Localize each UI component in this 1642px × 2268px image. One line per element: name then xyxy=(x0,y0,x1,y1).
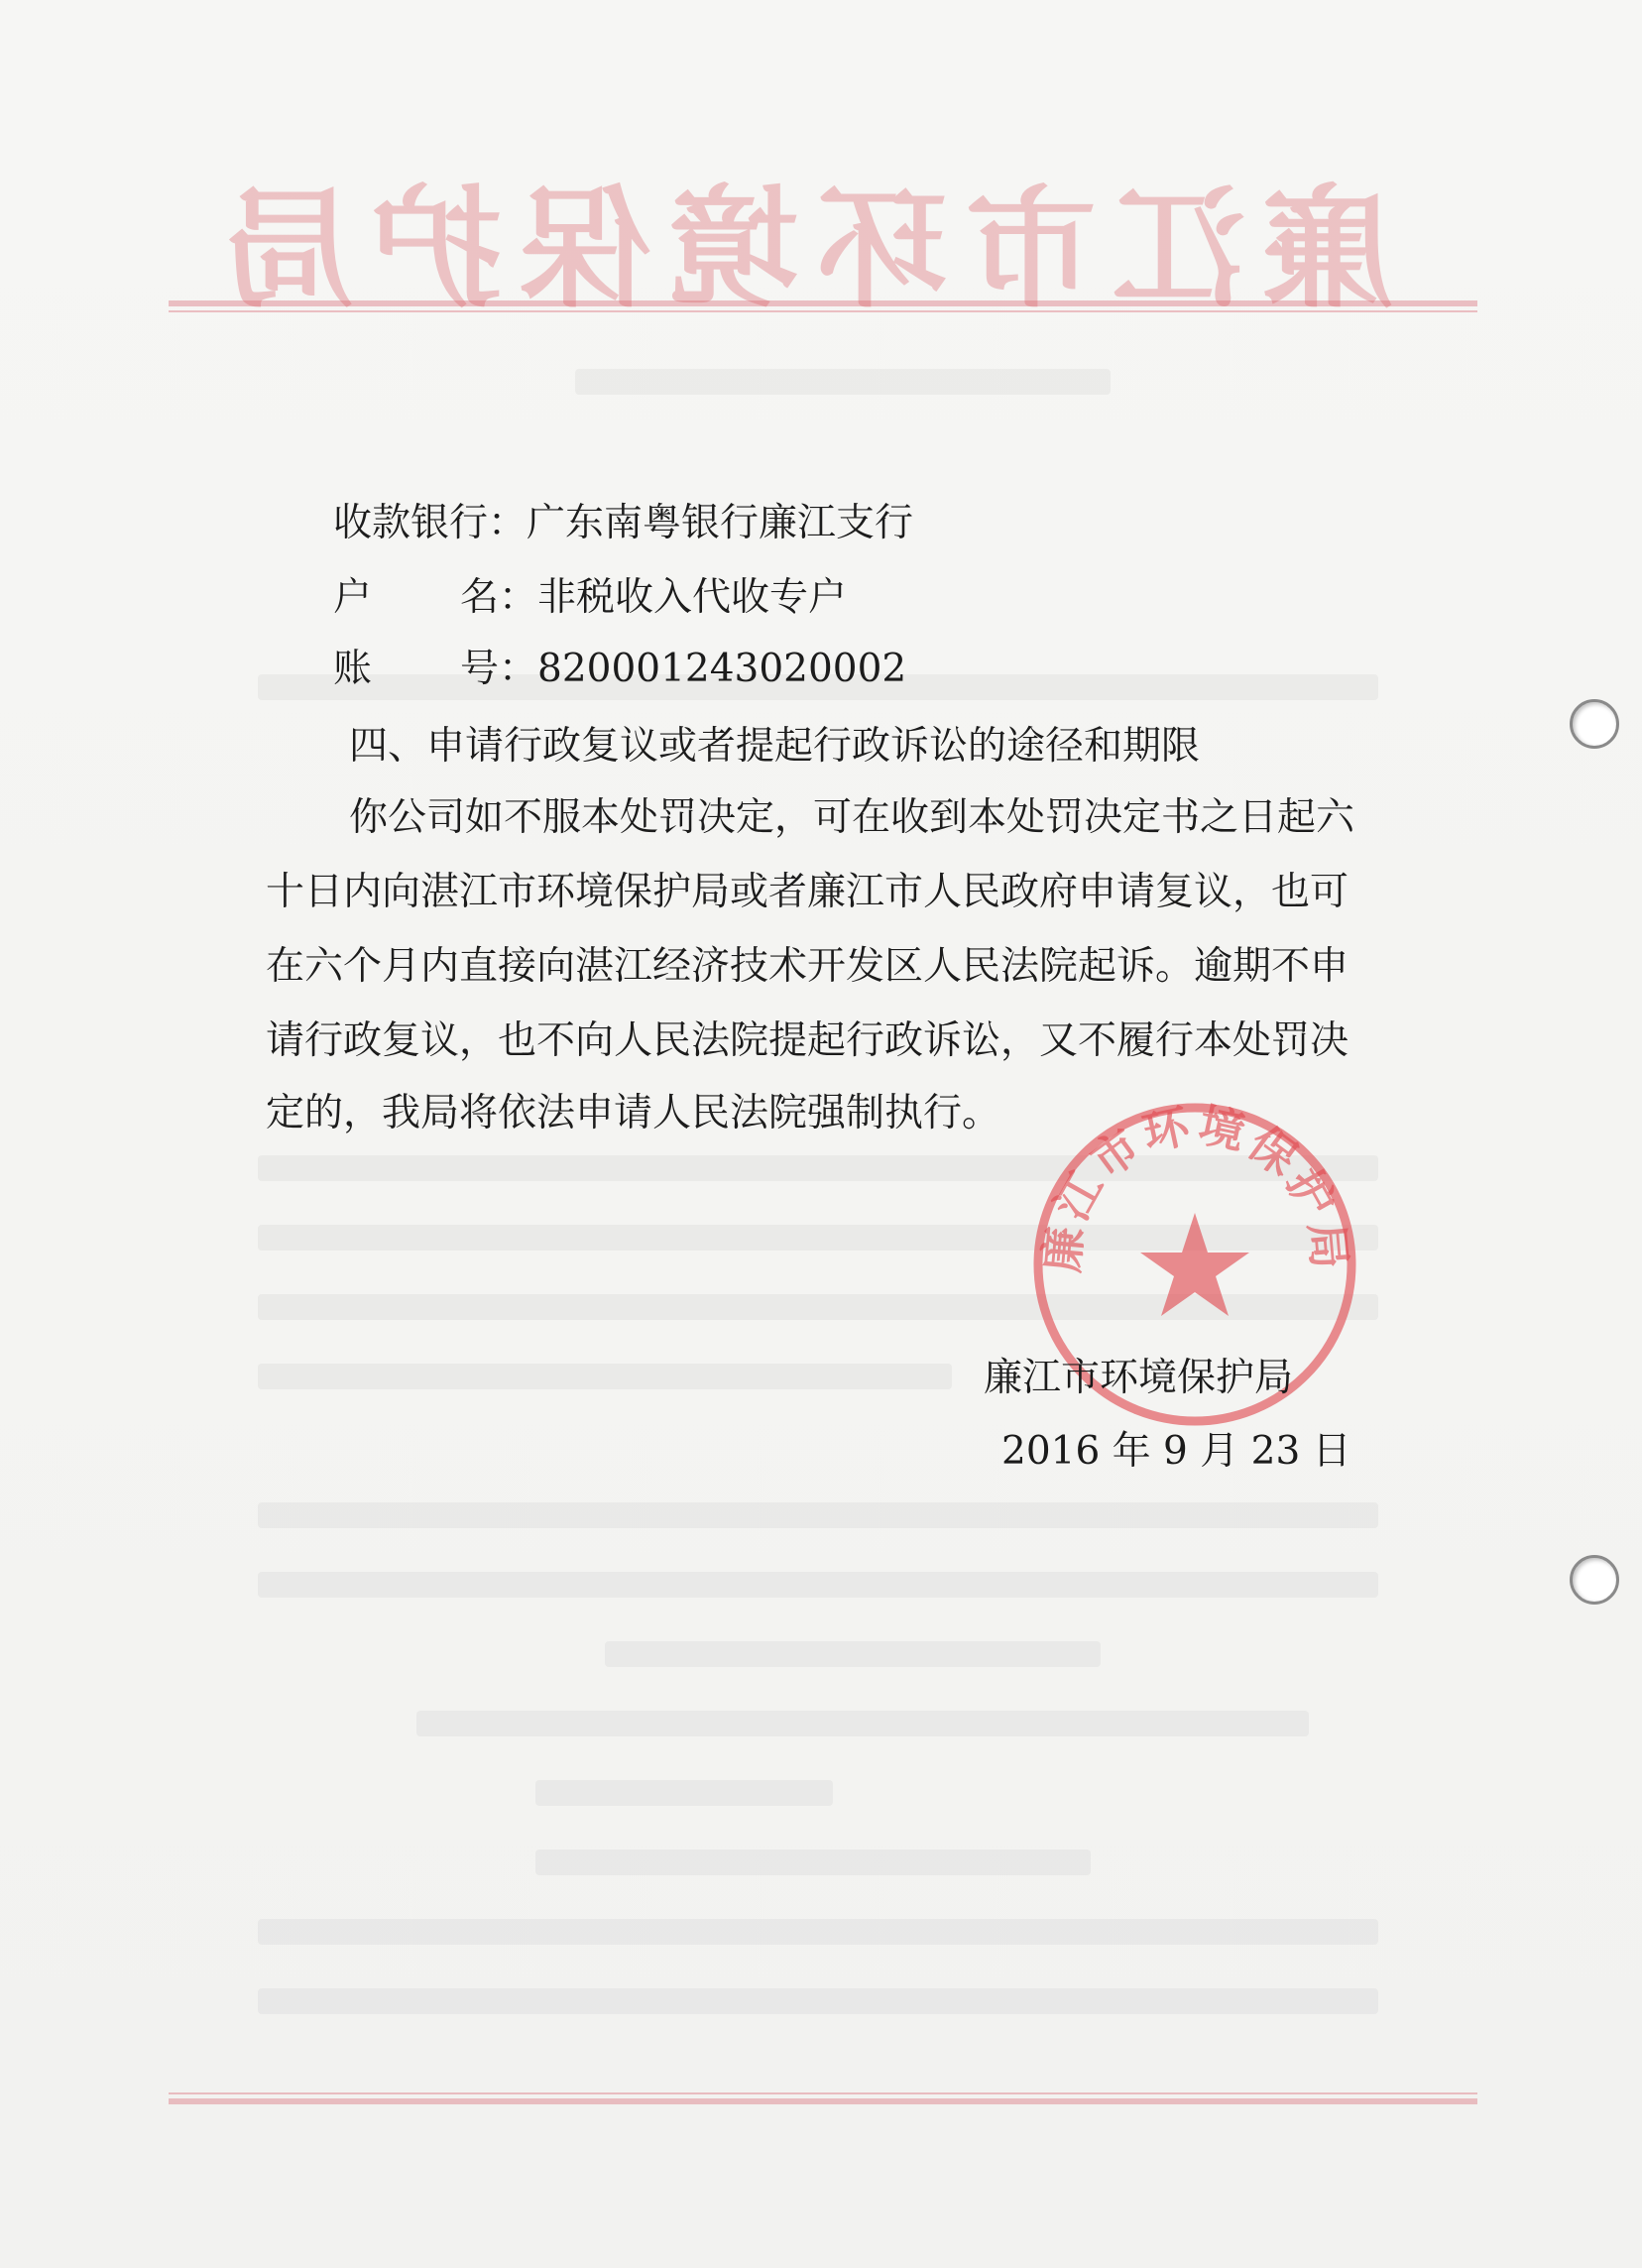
account-number-line xyxy=(333,647,907,691)
paragraph-line: 请行政复议，也不向人民法院提起行政诉讼，又不履行本处罚决 xyxy=(266,1018,1349,1063)
signature-organization: 廉江市环境保护局 xyxy=(984,1356,1294,1400)
bank-value: 广东南粤银行廉江支行 xyxy=(527,501,914,545)
letterhead-glyph: 护 xyxy=(371,173,503,326)
letterhead-red-rule-thin xyxy=(169,310,1477,312)
account-name-label-b: 名： xyxy=(460,575,538,620)
letterhead-red-rule xyxy=(169,300,1477,306)
letterhead-glyph: 市 xyxy=(965,173,1097,326)
account-name-value: 非税收入代收专户 xyxy=(537,575,848,620)
letterhead-glyph: 环 xyxy=(816,173,948,326)
account-number-label-a: 账 xyxy=(333,647,373,691)
signature-date: 2016 年 9 月 23 日 xyxy=(1001,1429,1351,1474)
punch-hole xyxy=(1570,699,1619,749)
letterhead-glyph: 境 xyxy=(668,173,800,326)
paragraph-line: 你公司如不服本处罚决定，可在收到本处罚决定书之日起六 xyxy=(349,795,1355,840)
letterhead-glyph: 局 xyxy=(223,173,355,326)
svg-text:廉江市环境保护局: 廉江市环境保护局 xyxy=(1034,1098,1357,1275)
account-number-value: 820001243020002 xyxy=(537,647,907,691)
letterhead-glyph: 江 xyxy=(1114,173,1245,326)
section-four-heading: 四、申请行政复议或者提起行政诉讼的途径和期限 xyxy=(349,724,1201,769)
letterhead-glyph: 保 xyxy=(520,173,651,326)
footer-red-rule-thin xyxy=(169,2092,1477,2094)
account-name-label-a: 户 xyxy=(333,575,373,620)
letterhead-glyph: 廉 xyxy=(1262,173,1393,326)
account-name-line xyxy=(333,575,848,620)
paragraph-line: 定的，我局将依法申请人民法院强制执行。 xyxy=(266,1091,1001,1135)
footer-red-rule xyxy=(169,2098,1477,2104)
letterhead-bleed-through xyxy=(223,164,1393,326)
paragraph-line: 十日内向湛江市环境保护局或者廉江市人民政府申请复议，也可 xyxy=(266,870,1349,914)
bank-label: 收款银行： xyxy=(333,501,528,545)
paragraph-line: 在六个月内直接向湛江经济技术开发区人民法院起诉。逾期不申 xyxy=(266,944,1349,989)
bank-line xyxy=(333,501,914,545)
punch-hole xyxy=(1570,1555,1619,1605)
account-number-label-b: 号： xyxy=(460,647,538,691)
